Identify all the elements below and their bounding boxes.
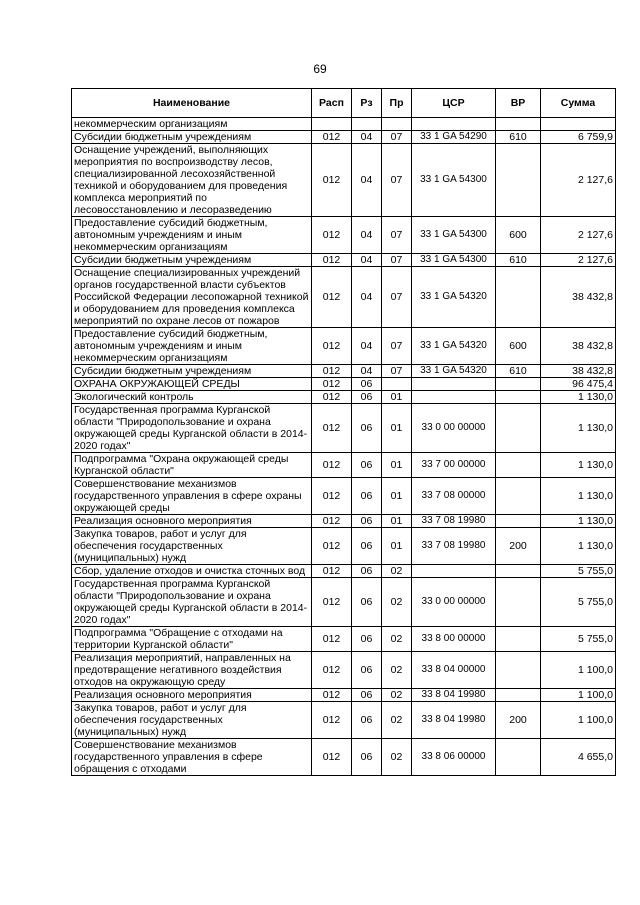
cell-pr	[382, 378, 412, 391]
cell-rz	[352, 118, 382, 131]
cell-name: Государственная программа Курганской области "Природопользование и охрана окружающей среды Курганской области в 2014-2020 годах"	[72, 578, 312, 627]
table-row	[72, 378, 616, 391]
table-row	[72, 118, 616, 131]
cell-name: Экологический контроль	[72, 391, 312, 404]
cell-csr: 33 1 GA 54300	[412, 144, 496, 217]
cell-vr	[496, 565, 541, 578]
cell-csr: 33 0 00 00000	[412, 404, 496, 453]
cell-sum: 1 100,0	[541, 689, 616, 702]
cell-name: Совершенствование механизмов государственного управления в сфере охраны окружающей среды	[72, 478, 312, 515]
cell-vr	[496, 689, 541, 702]
cell-name: Подпрограмма "Обращение с отходами на территории Курганской области"	[72, 627, 312, 652]
table-row	[72, 578, 616, 627]
table-row	[72, 131, 616, 144]
cell-rz: 06	[352, 578, 382, 627]
cell-sum: 96 475,4	[541, 378, 616, 391]
cell-pr: 02	[382, 702, 412, 739]
table-row	[72, 515, 616, 528]
cell-pr: 02	[382, 565, 412, 578]
cell-csr	[412, 118, 496, 131]
table-row	[72, 365, 616, 378]
cell-sum: 5 755,0	[541, 565, 616, 578]
cell-sum	[541, 118, 616, 131]
table-row	[72, 565, 616, 578]
table-row	[72, 254, 616, 267]
cell-rasp: 012	[312, 565, 352, 578]
cell-vr	[496, 652, 541, 689]
cell-rasp: 012	[312, 267, 352, 328]
cell-csr: 33 1 GA 54320	[412, 328, 496, 365]
cell-pr: 07	[382, 217, 412, 254]
table-row	[72, 528, 616, 565]
cell-vr	[496, 118, 541, 131]
cell-name: Предоставление субсидий бюджетным, автономным учреждениям и иным некоммерческим организациям	[72, 217, 312, 254]
cell-sum: 5 755,0	[541, 578, 616, 627]
cell-rasp: 012	[312, 515, 352, 528]
cell-vr	[496, 453, 541, 478]
cell-vr	[496, 267, 541, 328]
cell-csr: 33 1 GA 54290	[412, 131, 496, 144]
cell-sum: 1 130,0	[541, 515, 616, 528]
cell-rasp: 012	[312, 328, 352, 365]
cell-name: Закупка товаров, работ и услуг для обеспечения государственных (муниципальных) нужд	[72, 702, 312, 739]
table-row	[72, 453, 616, 478]
header-name: Наименование	[72, 89, 312, 118]
cell-rz: 06	[352, 378, 382, 391]
cell-sum: 6 759,9	[541, 131, 616, 144]
cell-rz: 06	[352, 528, 382, 565]
cell-sum: 1 130,0	[541, 453, 616, 478]
cell-rasp: 012	[312, 739, 352, 776]
header-vr: ВР	[496, 89, 541, 118]
cell-pr	[382, 118, 412, 131]
table-row	[72, 739, 616, 776]
cell-rz: 04	[352, 254, 382, 267]
header-sum: Сумма	[541, 89, 616, 118]
cell-vr	[496, 404, 541, 453]
cell-sum: 2 127,6	[541, 217, 616, 254]
cell-vr: 200	[496, 702, 541, 739]
header-csr: ЦСР	[412, 89, 496, 118]
cell-rz: 06	[352, 565, 382, 578]
table-row	[72, 404, 616, 453]
cell-pr: 07	[382, 144, 412, 217]
table-row	[72, 702, 616, 739]
cell-pr: 02	[382, 739, 412, 776]
table-row	[72, 328, 616, 365]
table-row	[72, 217, 616, 254]
cell-name: Реализация мероприятий, направленных на предотвращение негативного воздействия отходов на окружающую среду	[72, 652, 312, 689]
cell-sum: 38 432,8	[541, 267, 616, 328]
cell-rz: 06	[352, 652, 382, 689]
cell-vr	[496, 144, 541, 217]
cell-rasp: 012	[312, 702, 352, 739]
cell-sum: 1 130,0	[541, 478, 616, 515]
cell-pr: 01	[382, 478, 412, 515]
cell-rasp: 012	[312, 365, 352, 378]
cell-csr: 33 7 08 19980	[412, 528, 496, 565]
cell-pr: 07	[382, 254, 412, 267]
cell-vr: 610	[496, 365, 541, 378]
cell-pr: 02	[382, 652, 412, 689]
cell-rasp: 012	[312, 578, 352, 627]
cell-rasp: 012	[312, 478, 352, 515]
table-row	[72, 391, 616, 404]
cell-pr: 02	[382, 689, 412, 702]
cell-rasp	[312, 118, 352, 131]
cell-csr: 33 8 04 19980	[412, 689, 496, 702]
cell-rz: 04	[352, 144, 382, 217]
cell-name: Подпрограмма "Охрана окружающей среды Курганской области"	[72, 453, 312, 478]
cell-rz: 04	[352, 131, 382, 144]
cell-vr: 610	[496, 254, 541, 267]
cell-name: Реализация основного мероприятия	[72, 689, 312, 702]
cell-sum: 1 130,0	[541, 404, 616, 453]
table-header-row	[72, 89, 616, 118]
cell-csr: 33 1 GA 54320	[412, 267, 496, 328]
cell-vr	[496, 378, 541, 391]
table-row	[72, 627, 616, 652]
budget-table	[71, 88, 616, 776]
cell-vr	[496, 515, 541, 528]
cell-rasp: 012	[312, 391, 352, 404]
cell-pr: 01	[382, 391, 412, 404]
cell-rz: 04	[352, 328, 382, 365]
cell-rz: 06	[352, 627, 382, 652]
cell-csr: 33 1 GA 54300	[412, 217, 496, 254]
cell-name: Предоставление субсидий бюджетным, автономным учреждениям и иным некоммерческим организациям	[72, 328, 312, 365]
table-row	[72, 144, 616, 217]
cell-pr: 01	[382, 453, 412, 478]
cell-csr: 33 1 GA 54300	[412, 254, 496, 267]
cell-csr: 33 8 06 00000	[412, 739, 496, 776]
cell-pr: 01	[382, 528, 412, 565]
cell-name: Совершенствование механизмов государственного управления в сфере обращения с отходами	[72, 739, 312, 776]
cell-rz: 06	[352, 515, 382, 528]
table-row	[72, 267, 616, 328]
cell-sum: 1 100,0	[541, 652, 616, 689]
table-row	[72, 652, 616, 689]
header-rz: Рз	[352, 89, 382, 118]
header-pr: Пр	[382, 89, 412, 118]
cell-rasp: 012	[312, 254, 352, 267]
cell-vr	[496, 478, 541, 515]
cell-rasp: 012	[312, 217, 352, 254]
cell-vr	[496, 391, 541, 404]
cell-pr: 02	[382, 627, 412, 652]
cell-rz: 04	[352, 217, 382, 254]
cell-sum: 2 127,6	[541, 144, 616, 217]
cell-rasp: 012	[312, 404, 352, 453]
cell-rasp: 012	[312, 453, 352, 478]
cell-vr	[496, 627, 541, 652]
cell-rz: 06	[352, 404, 382, 453]
cell-pr: 01	[382, 515, 412, 528]
cell-pr: 01	[382, 404, 412, 453]
cell-csr	[412, 378, 496, 391]
cell-sum: 1 130,0	[541, 528, 616, 565]
cell-csr: 33 7 08 19980	[412, 515, 496, 528]
cell-rz: 06	[352, 739, 382, 776]
cell-name: некоммерческим организациям	[72, 118, 312, 131]
header-rasp: Расп	[312, 89, 352, 118]
cell-rasp: 012	[312, 652, 352, 689]
cell-csr: 33 7 00 00000	[412, 453, 496, 478]
cell-csr	[412, 565, 496, 578]
cell-name: Государственная программа Курганской области "Природопользование и охрана окружающей среды Курганской области в 2014-2020 годах"	[72, 404, 312, 453]
cell-sum: 4 655,0	[541, 739, 616, 776]
cell-rz: 06	[352, 689, 382, 702]
table-body	[72, 118, 616, 776]
cell-rz: 06	[352, 702, 382, 739]
cell-sum: 5 755,0	[541, 627, 616, 652]
cell-rz: 06	[352, 453, 382, 478]
cell-name: Субсидии бюджетным учреждениям	[72, 254, 312, 267]
cell-rasp: 012	[312, 689, 352, 702]
cell-rasp: 012	[312, 144, 352, 217]
cell-name: Реализация основного мероприятия	[72, 515, 312, 528]
cell-name: Субсидии бюджетным учреждениям	[72, 365, 312, 378]
cell-name: Оснащение учреждений, выполняющих мероприятия по воспроизводству лесов, специализированной лесохозяйственной техникой и оборудованием для проведения комплекса мероприятий по лесовосстановлению и лесоразведению	[72, 144, 312, 217]
cell-vr: 600	[496, 217, 541, 254]
table-row	[72, 478, 616, 515]
cell-sum: 38 432,8	[541, 365, 616, 378]
cell-vr: 200	[496, 528, 541, 565]
cell-sum: 1 130,0	[541, 391, 616, 404]
cell-name: Субсидии бюджетным учреждениям	[72, 131, 312, 144]
cell-vr	[496, 578, 541, 627]
cell-rz: 04	[352, 365, 382, 378]
cell-pr: 07	[382, 131, 412, 144]
cell-pr: 07	[382, 328, 412, 365]
cell-rz: 06	[352, 478, 382, 515]
cell-pr: 07	[382, 365, 412, 378]
cell-rz: 04	[352, 267, 382, 328]
cell-rasp: 012	[312, 627, 352, 652]
cell-csr: 33 8 00 00000	[412, 627, 496, 652]
cell-rasp: 012	[312, 378, 352, 391]
cell-vr	[496, 739, 541, 776]
cell-csr: 33 7 08 00000	[412, 478, 496, 515]
cell-csr: 33 8 04 19980	[412, 702, 496, 739]
page-number: 69	[313, 62, 327, 76]
cell-csr: 33 1 GA 54320	[412, 365, 496, 378]
table-row	[72, 689, 616, 702]
cell-sum: 2 127,6	[541, 254, 616, 267]
cell-sum: 1 100,0	[541, 702, 616, 739]
cell-name: Оснащение специализированных учреждений органов государственной власти субъектов Российской Федерации лесопожарной техникой и оборудованием для проведения комплекса мероприятий по охране лесов от пожаров	[72, 267, 312, 328]
cell-vr: 610	[496, 131, 541, 144]
cell-pr: 02	[382, 578, 412, 627]
cell-csr	[412, 391, 496, 404]
cell-rasp: 012	[312, 131, 352, 144]
cell-name: ОХРАНА ОКРУЖАЮЩЕЙ СРЕДЫ	[72, 378, 312, 391]
cell-vr: 600	[496, 328, 541, 365]
cell-sum: 38 432,8	[541, 328, 616, 365]
cell-csr: 33 8 04 00000	[412, 652, 496, 689]
cell-csr: 33 0 00 00000	[412, 578, 496, 627]
cell-rz: 06	[352, 391, 382, 404]
cell-name: Закупка товаров, работ и услуг для обеспечения государственных (муниципальных) нужд	[72, 528, 312, 565]
cell-name: Сбор, удаление отходов и очистка сточных вод	[72, 565, 312, 578]
cell-pr: 07	[382, 267, 412, 328]
cell-rasp: 012	[312, 528, 352, 565]
